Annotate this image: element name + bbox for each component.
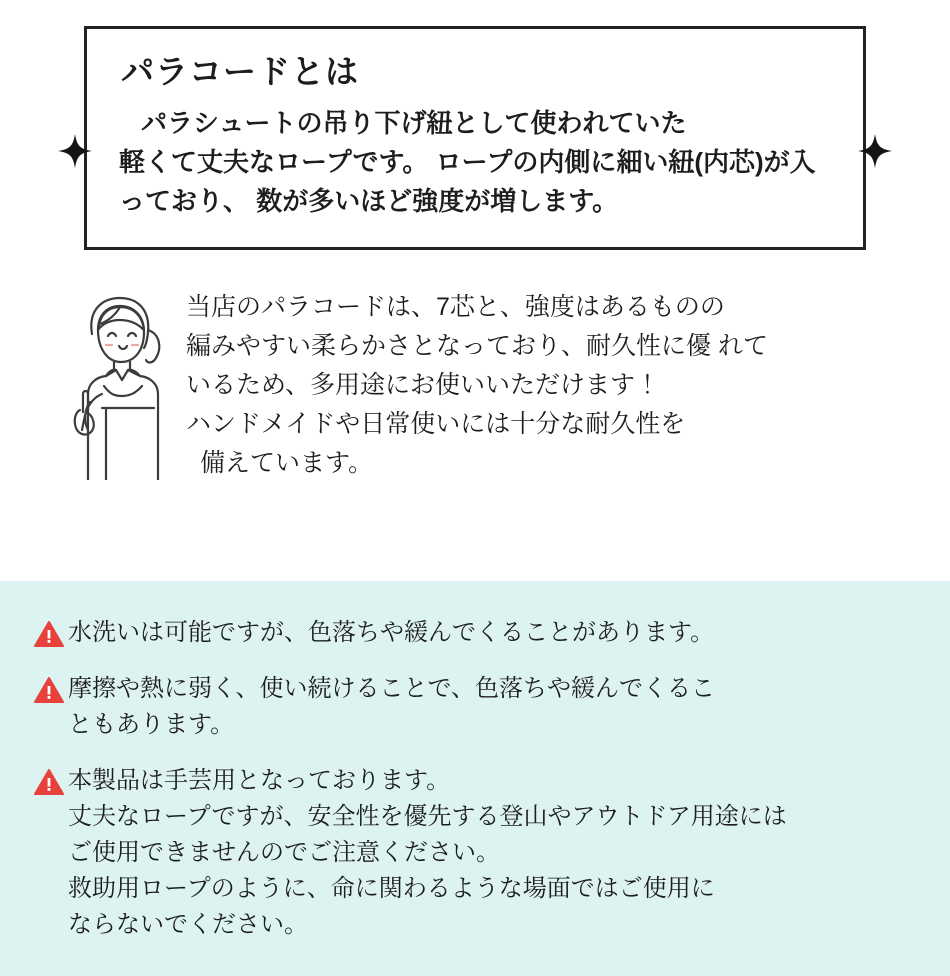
intro-line: いるため、多用途にお使いいただけます！ [186, 371, 661, 400]
intro-paragraph [176, 286, 890, 483]
caution-item [34, 671, 908, 743]
caution-item [34, 615, 908, 651]
caution-text [68, 671, 715, 743]
page-title: パラコードとは [121, 53, 359, 90]
headline-line: パラシュートの吊り下げ紐として使われていた [141, 108, 687, 139]
sparkle-icon [58, 134, 92, 168]
caution-line: 救助用ロープのように、命に関わるような場面ではご使用に [68, 875, 715, 902]
caution-item [34, 763, 908, 943]
intro-line: 編みやすい柔らかさとなっており、耐久性に優 れて [186, 332, 768, 361]
sparkle-icon [858, 134, 892, 168]
caution-line: 水洗いは可能ですが、色落ちや緩んでくることがあります。 [68, 619, 715, 646]
top-section [0, 26, 950, 581]
caution-text [68, 763, 787, 943]
woman-pointing-illustration [58, 290, 176, 480]
intro-line: ハンドメイドや日常使いには十分な耐久性を [186, 410, 686, 439]
caution-text [68, 615, 714, 651]
headline-box [84, 26, 866, 250]
warning-icon [34, 768, 64, 796]
cautions-section [0, 581, 950, 976]
caution-line: ご使用できませんのでご注意ください。 [68, 839, 500, 866]
headline-body [113, 104, 837, 221]
caution-line: 摩擦や熱に弱く、使い続けることで、色落ちや緩んでくるこ [68, 675, 716, 702]
caution-line: ならないでください。 [68, 911, 308, 938]
caution-line: ともあります。 [68, 711, 235, 738]
product-description-page [0, 26, 950, 976]
warning-icon [34, 620, 64, 648]
intro-row [58, 286, 890, 483]
headline-line: ロープの内側に細い紐(内芯)が入っており、 [119, 147, 816, 217]
headline-wrap [84, 26, 866, 250]
headline-line: 軽くて丈夫なロープです。 [119, 147, 429, 178]
intro-line: 当店のパラコードは、7芯と、強度はあるものの [186, 293, 725, 322]
caution-line: 丈夫なロープですが、安全性を優先する登山やアウトドア用途には [68, 803, 787, 830]
caution-line: 本製品は手芸用となっております。 [68, 767, 451, 794]
intro-line: 備えています。 [200, 449, 374, 478]
headline-line: 数が多いほど強度が増します。 [256, 186, 619, 217]
warning-icon [34, 676, 64, 704]
